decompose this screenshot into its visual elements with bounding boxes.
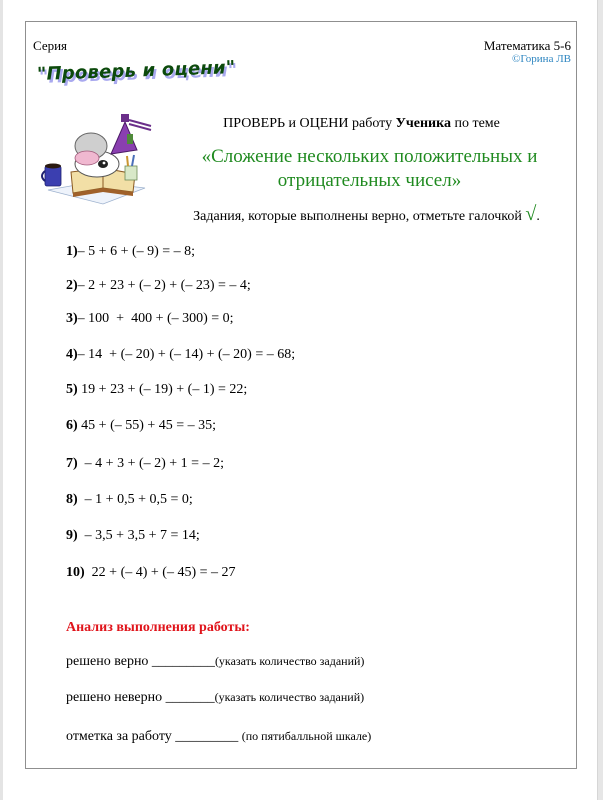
intro-text-end: по теме [450, 116, 500, 131]
intro-line [0, 116, 603, 132]
task-expression: – 3,5 + 3,5 + 7 = 14; [77, 528, 200, 543]
task-number: 8) [66, 492, 78, 507]
task-number: 6) [66, 418, 78, 433]
analysis-hint: (по пятибалльной шкале) [241, 729, 372, 743]
task-item [66, 456, 224, 472]
series-logo-title: "Проверь и оцени" [36, 57, 236, 85]
task-number: 4) [66, 347, 78, 362]
task-item [66, 311, 234, 327]
topic-line-2: отрицательных чисел» [277, 170, 462, 191]
analysis-hint: (указать количество заданий) [214, 654, 365, 668]
topic-line-1: «Сложение нескольких положительных и [201, 146, 538, 167]
task-item [66, 565, 236, 581]
task-item [66, 492, 193, 508]
task-expression: 19 + 23 + (– 19) + (– 1) = 22; [77, 382, 248, 397]
task-number: 7) [66, 456, 78, 471]
task-expression: – 2 + 23 + (– 2) + (– 23) = – 4; [77, 278, 251, 293]
topic-title [0, 145, 603, 193]
task-expression: 22 + (– 4) + (– 45) = – 27 [84, 565, 236, 580]
task-number: 3) [66, 311, 78, 326]
analysis-hint: (указать количество заданий) [214, 690, 365, 704]
author-credit: ©Горина ЛВ [512, 53, 571, 65]
intro-text: ПРОВЕРЬ и ОЦЕНИ работу [223, 116, 396, 131]
task-number: 10) [66, 565, 85, 580]
task-number: 2) [66, 278, 78, 293]
task-item [66, 244, 195, 260]
task-expression: – 5 + 6 + (– 9) = – 8; [77, 244, 196, 259]
series-label: Серия [33, 38, 68, 53]
analysis-label: решено неверно _______ [66, 690, 215, 705]
task-number: 9) [66, 528, 78, 543]
task-expression: – 100 + 400 + (– 300) = 0; [77, 311, 234, 326]
analysis-label: отметка за работу _________ [66, 729, 242, 744]
task-expression: 45 + (– 55) + 45 = – 35; [77, 418, 217, 433]
subject-label: Математика 5-6 [483, 38, 571, 53]
instruction-end: . [536, 209, 540, 224]
analysis-label: решено верно _________ [66, 654, 215, 669]
task-expression: – 14 + (– 20) + (– 14) + (– 20) = – 68; [77, 347, 296, 362]
task-expression: – 1 + 0,5 + 0,5 = 0; [77, 492, 193, 507]
task-item [66, 418, 216, 434]
task-expression: – 4 + 3 + (– 2) + 1 = – 2; [77, 456, 224, 471]
instruction-text: Задания, которые выполнены верно, отметьте галочкой [193, 209, 526, 224]
task-item [66, 278, 251, 294]
task-item [66, 528, 200, 544]
checkmark-icon: √ [525, 203, 537, 225]
task-item [66, 347, 295, 363]
intro-bold-student: Ученика [395, 116, 451, 131]
analysis-title: Анализ выполнения работы: [66, 620, 250, 635]
task-number: 1) [66, 244, 78, 259]
analysis-line [66, 729, 371, 745]
task-item [66, 382, 247, 398]
task-number: 5) [66, 382, 78, 397]
instruction-line [0, 203, 603, 226]
analysis-line [66, 654, 364, 670]
analysis-line [66, 690, 364, 706]
